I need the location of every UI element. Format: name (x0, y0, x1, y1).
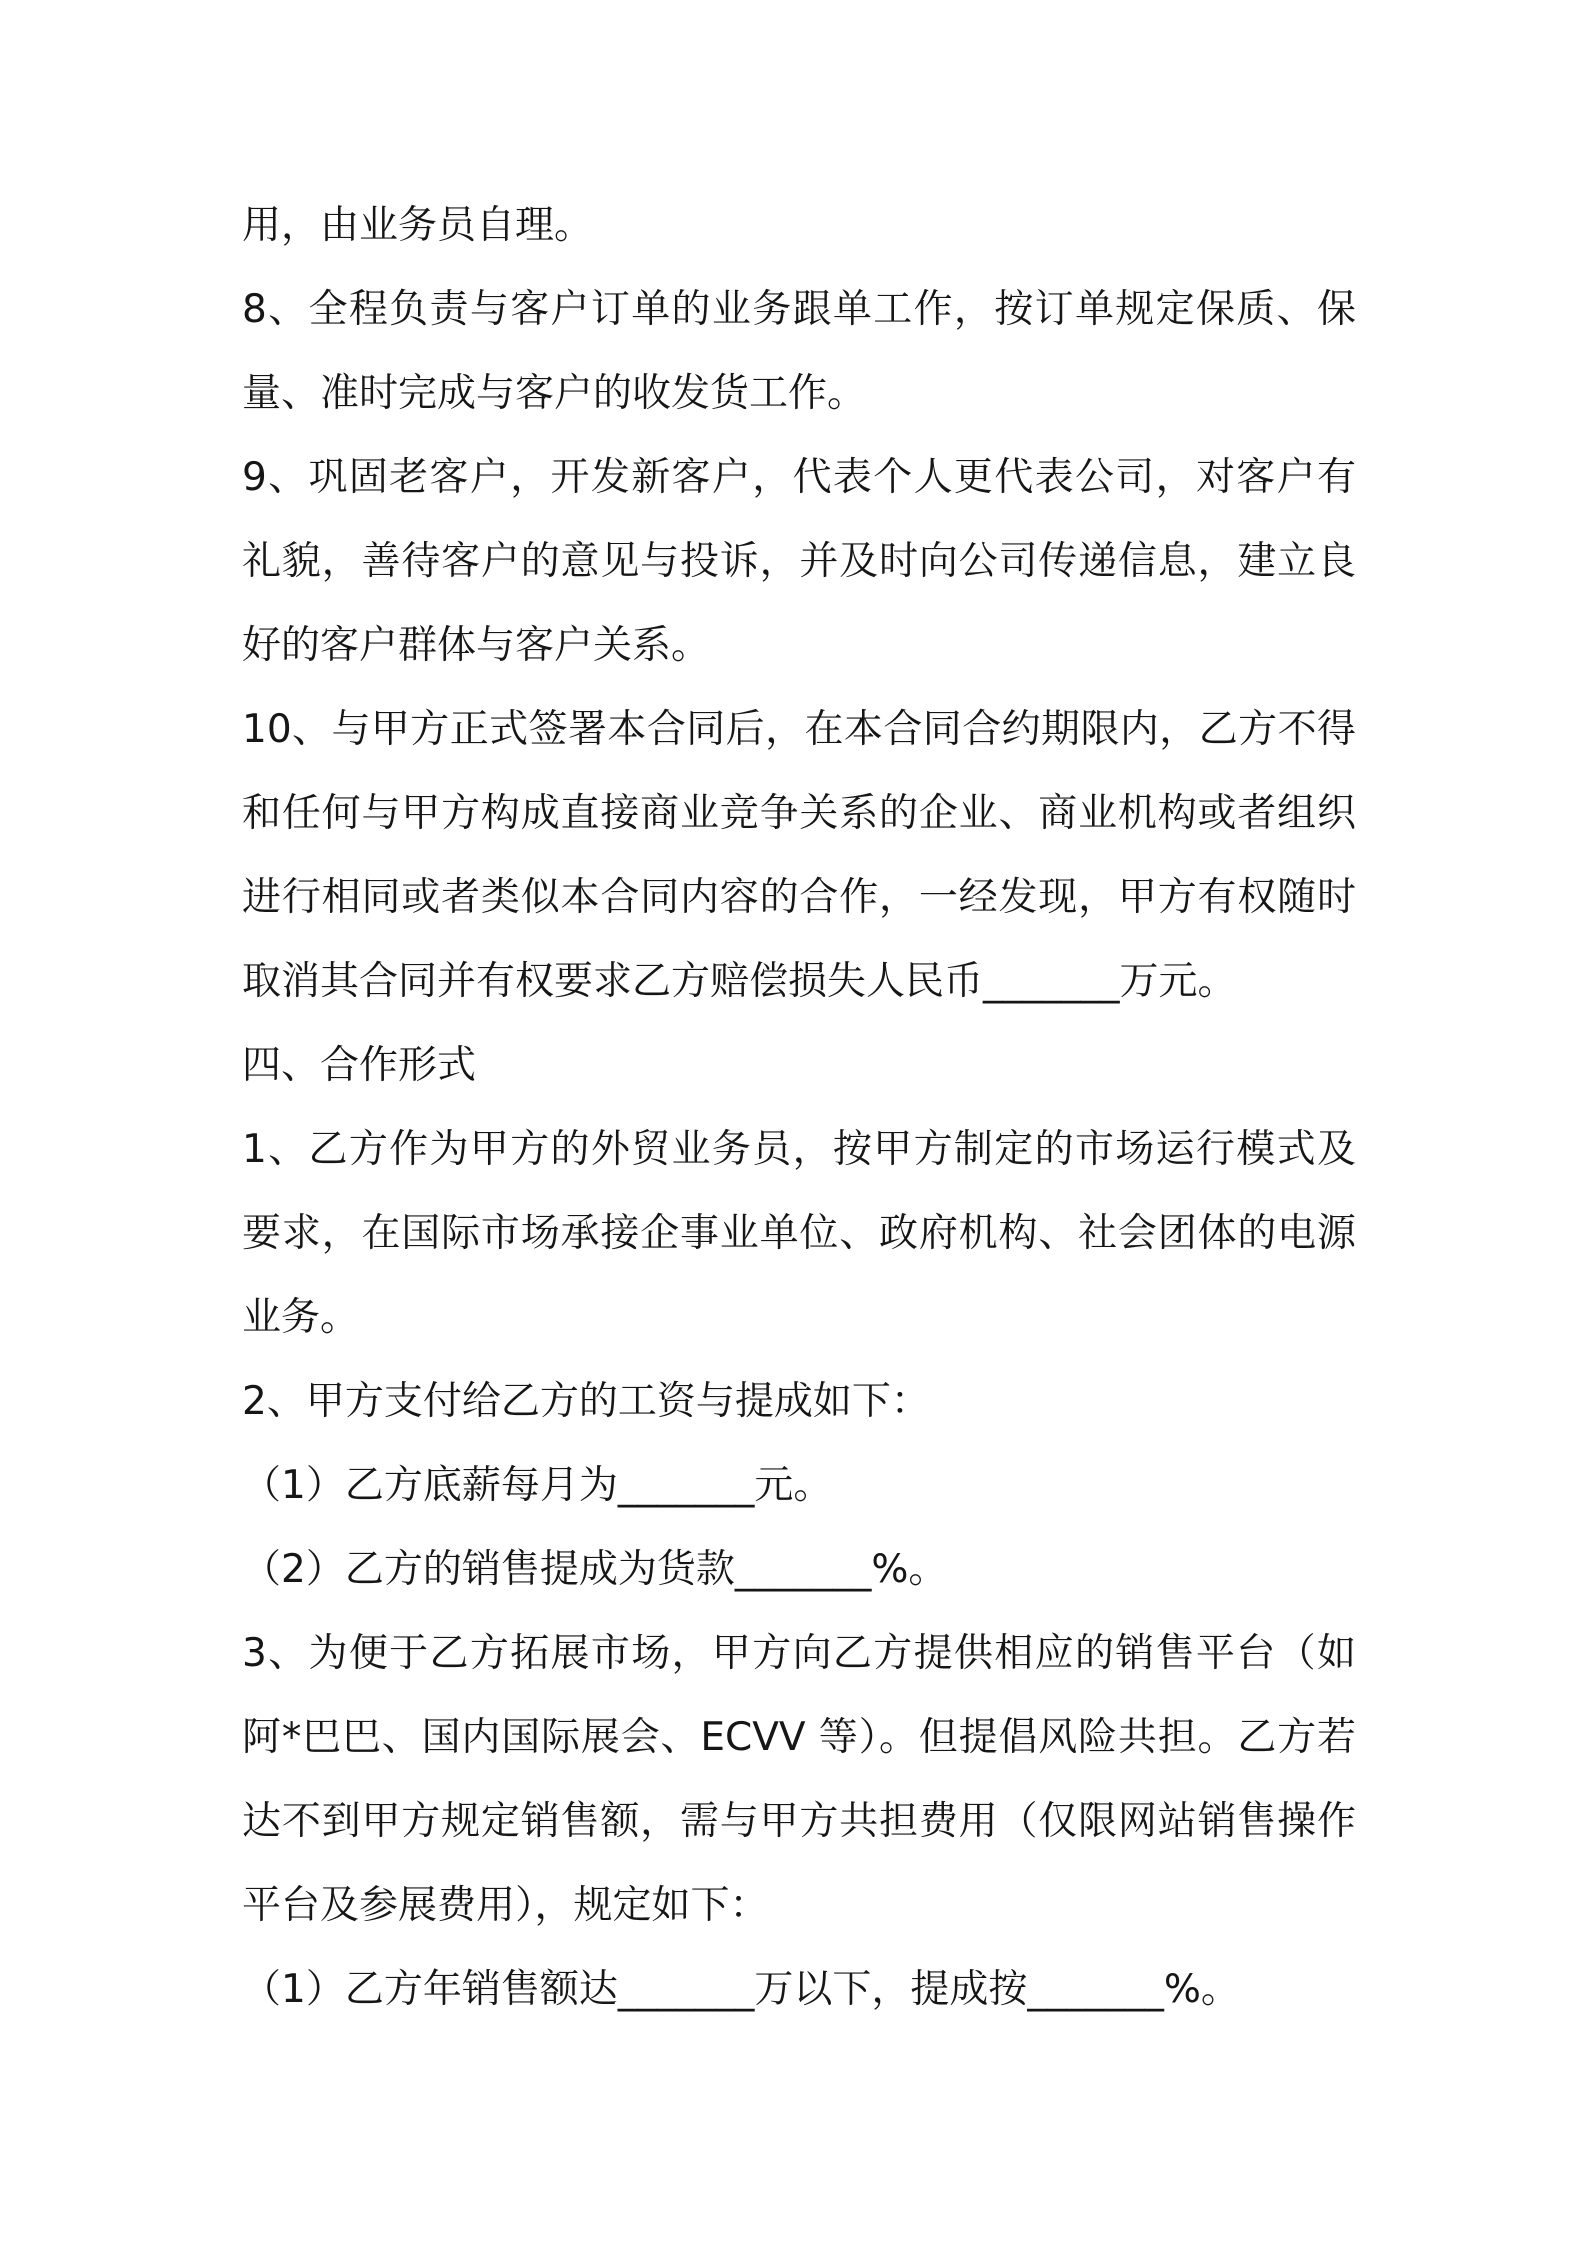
text-line: 8、全程负责与客户订单的业务跟单工作，按订单规定保质、保 (242, 287, 1356, 332)
text-line: 用，由业务员自理。 (242, 203, 594, 248)
text-line: 量、准时完成与客户的收发货工作。 (242, 371, 867, 416)
text-line: 10、与甲方正式签署本合同后，在本合同合约期限内，乙方不得 (242, 707, 1356, 752)
text-line: 9、巩固老客户，开发新客户，代表个人更代表公司，对客户有 (242, 455, 1356, 500)
text-line: 取消其合同并有权要求乙方赔偿损失人民币_______万元。 (242, 959, 1237, 1004)
text-line: 业务。 (242, 1295, 360, 1340)
clause-8 (242, 268, 1356, 436)
sub-item: （1）乙方底薪每月为_______元。 (242, 1463, 833, 1508)
text-line: 1、乙方作为甲方的外贸业务员，按甲方制定的市场运行模式及 (242, 1127, 1356, 1172)
document-body (242, 184, 1356, 2032)
clause-10 (242, 688, 1356, 1024)
section-heading: 四、合作形式 (242, 1043, 477, 1088)
continuation-paragraph (242, 184, 1356, 268)
text-line: 和任何与甲方构成直接商业竞争关系的企业、商业机构或者组织 (242, 791, 1356, 836)
section-4-clause-1 (242, 1108, 1356, 1360)
text-line: 好的客户群体与客户关系。 (242, 623, 711, 668)
text-line: 阿*巴巴、国内国际展会、ECVV 等）。但提倡风险共担。乙方若 (242, 1715, 1356, 1760)
text-line: 礼貌，善待客户的意见与投诉，并及时向公司传递信息，建立良 (242, 539, 1356, 584)
sub-item: （2）乙方的销售提成为货款_______%。 (242, 1547, 948, 1592)
section-4-clause-3 (242, 1612, 1356, 2032)
text-line: 进行相同或者类似本合同内容的合作，一经发现，甲方有权随时 (242, 875, 1356, 920)
text-line: 平台及参展费用），规定如下： (242, 1883, 769, 1928)
section-4 (242, 1024, 1356, 2032)
section-4-clause-2 (242, 1360, 1356, 1612)
text-line: 达不到甲方规定销售额，需与甲方共担费用（仅限网站销售操作 (242, 1799, 1356, 1844)
text-line: 3、为便于乙方拓展市场，甲方向乙方提供相应的销售平台（如 (242, 1631, 1356, 1676)
sub-item: （1）乙方年销售额达_______万以下，提成按_______%。 (242, 1967, 1240, 2012)
clause-9 (242, 436, 1356, 688)
text-line: 2、甲方支付给乙方的工资与提成如下： (242, 1379, 930, 1424)
text-line: 要求，在国际市场承接企事业单位、政府机构、社会团体的电源 (242, 1211, 1356, 1256)
